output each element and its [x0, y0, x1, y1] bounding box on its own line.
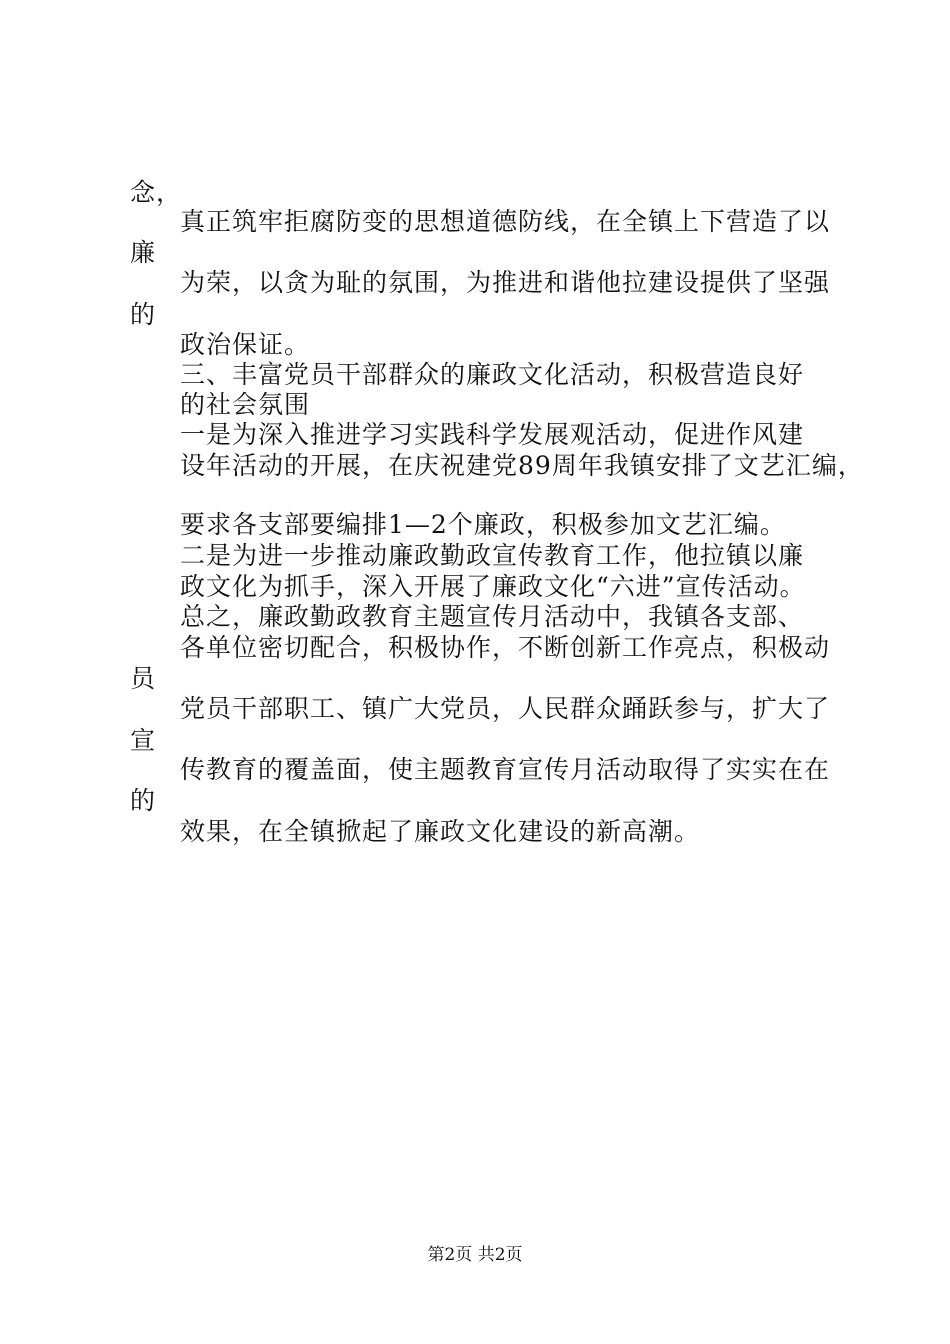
text-line: 政治保证。 [180, 330, 311, 359]
text-line: 各单位密切配合，积极协作，不断创新工作亮点，积极动 [180, 633, 831, 662]
text-line: 为荣，以贪为耻的氛围，为推进和谐他拉建设提供了坚强 [180, 268, 831, 297]
section-heading: 三、丰富党员干部群众的廉政文化活动，积极营造良好 [180, 360, 805, 389]
text-line: 员 [130, 664, 157, 693]
text-line: 廉 [130, 238, 157, 267]
text-line: 政文化为抓手，深入开展了廉政文化“六进”宣传活动。 [180, 572, 806, 601]
text-line: 念， [130, 178, 183, 207]
text-line: 效果，在全镇掀起了廉政文化建设的新高潮。 [180, 817, 701, 846]
text-line: 宣 [130, 726, 157, 755]
text-line: 党员干部职工、镇广大党员，人民群众踊跃参与，扩大了 [180, 694, 831, 723]
section-heading: 的社会氛围 [180, 390, 311, 419]
text-line: 总之，廉政勤政教育主题宣传月活动中，我镇各支部、 [180, 602, 805, 631]
text-line: 真正筑牢拒腐防变的思想道德防线，在全镇上下营造了以 [180, 207, 831, 236]
text-line: 的 [130, 300, 157, 329]
text-line: 设年活动的开展，在庆祝建党89周年我镇安排了文艺汇编， [180, 451, 864, 480]
text-line: 传教育的覆盖面，使主题教育宣传月活动取得了实实在在 [180, 755, 831, 784]
page-footer: 第2页 共2页 [427, 1245, 523, 1265]
text-line: 二是为进一步推动廉政勤政宣传教育工作，他拉镇以廉 [180, 541, 805, 570]
text-line: 一是为深入推进学习实践科学发展观活动，促进作风建 [180, 420, 805, 449]
text-line: 的 [130, 786, 157, 815]
text-line: 要求各支部要编排1—2个廉政，积极参加文艺汇编。 [180, 510, 786, 539]
